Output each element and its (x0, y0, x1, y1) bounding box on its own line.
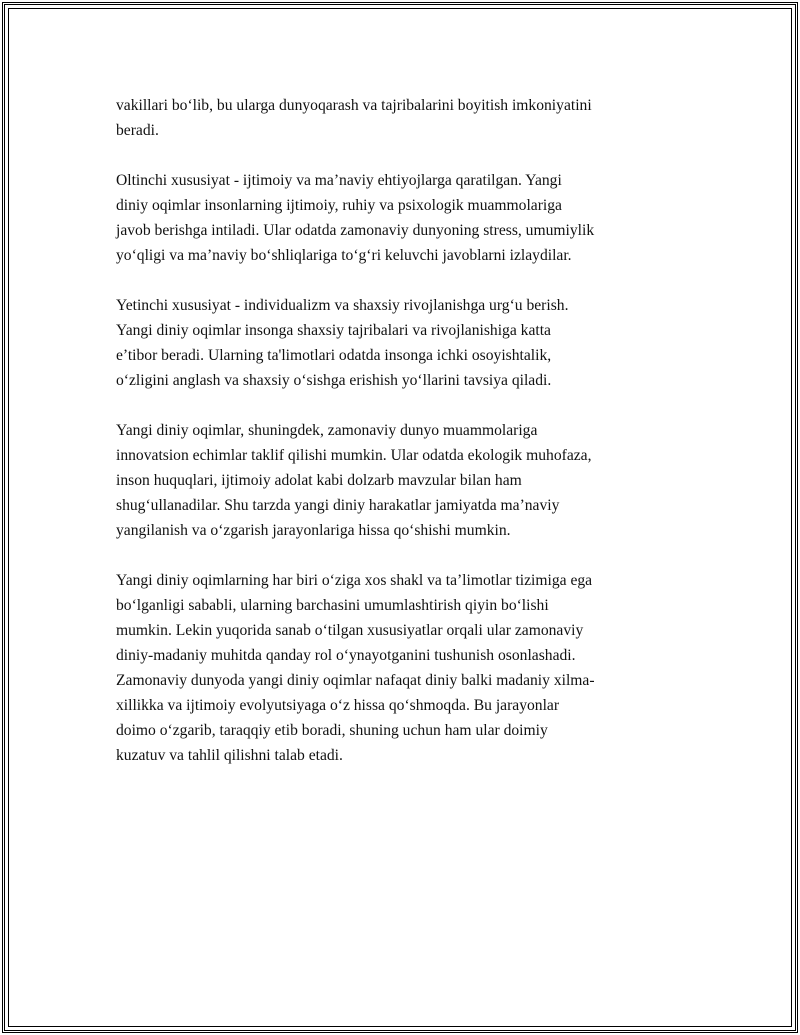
text-line: javob berishga intiladi. Ular odatda zamonaviy dunyoning stress, umumiylik (116, 222, 595, 239)
text-line: Yangi diniy oqimlar, shuningdek, zamonaviy dunyo muammolariga (116, 422, 538, 439)
text-line: o‘zligini anglash va shaxsiy o‘sishga erishish yo‘llarini tavsiya qiladi. (116, 372, 552, 389)
text-line: shug‘ullanadilar. Shu tarzda yangi diniy harakatlar jamiyatda ma’naviy (116, 497, 560, 514)
paragraph-5 (116, 568, 691, 768)
text-line: yangilanish va o‘zgarish jarayonlariga hissa qo‘shishi mumkin. (116, 522, 511, 539)
text-line: yo‘qligi va ma’naviy bo‘shliqlariga to‘g‘ri keluvchi javoblarni izlaydilar. (116, 247, 572, 264)
text-line: innovatsion echimlar taklif qilishi mumkin. Ular odatda ekologik muhofaza, (116, 447, 592, 464)
text-line: Yetinchi xususiyat - individualizm va shaxsiy rivojlanishga urg‘u berish. (116, 297, 569, 314)
text-line: Zamonaviy dunyoda yangi diniy oqimlar nafaqat diniy balki madaniy xilma- (116, 672, 595, 689)
text-line: diniy oqimlar insonlarning ijtimoiy, ruhiy va psixologik muammolariga (116, 197, 562, 214)
text-line: Oltinchi xususiyat - ijtimoiy va ma’naviy ehtiyojlarga qaratilgan. Yangi (116, 172, 562, 189)
text-line: kuzatuv va tahlil qilishni talab etadi. (116, 747, 343, 764)
text-line: Yangi diniy oqimlarning har biri o‘ziga xos shakl va ta’limotlar tizimiga ega (116, 572, 593, 589)
text-line: vakillari bo‘lib, bu ularga dunyoqarash va tajribalarini boyitish imkoniyatini (116, 97, 592, 114)
text-line: Yangi diniy oqimlar insonga shaxsiy tajribalari va rivojlanishiga katta (116, 322, 551, 339)
paragraph-4 (116, 418, 691, 543)
paragraph-2 (116, 168, 691, 268)
text-line: e’tibor beradi. Ularning ta'limotlari odatda insonga ichki osoyishtalik, (116, 347, 552, 364)
text-line: doimo o‘zgarib, taraqqiy etib boradi, shuning uchun ham ular doimiy (116, 722, 548, 739)
text-line: diniy-madaniy muhitda qanday rol o‘ynayotganini tushunish osonlashadi. (116, 647, 576, 664)
text-line: bo‘lganligi sababli, ularning barchasini umumlashtirish qiyin bo‘lishi (116, 597, 549, 614)
document-body (116, 93, 691, 793)
paragraph-1 (116, 93, 691, 143)
paragraph-3 (116, 293, 691, 393)
text-line: mumkin. Lekin yuqorida sanab o‘tilgan xususiyatlar orqali ular zamonaviy (116, 622, 584, 639)
text-line: inson huquqlari, ijtimoiy adolat kabi dolzarb mavzular bilan ham (116, 472, 522, 489)
text-line: xillikka va ijtimoiy evolyutsiyaga o‘z hissa qo‘shmoqda. Bu jarayonlar (116, 697, 560, 714)
text-line: beradi. (116, 122, 159, 139)
